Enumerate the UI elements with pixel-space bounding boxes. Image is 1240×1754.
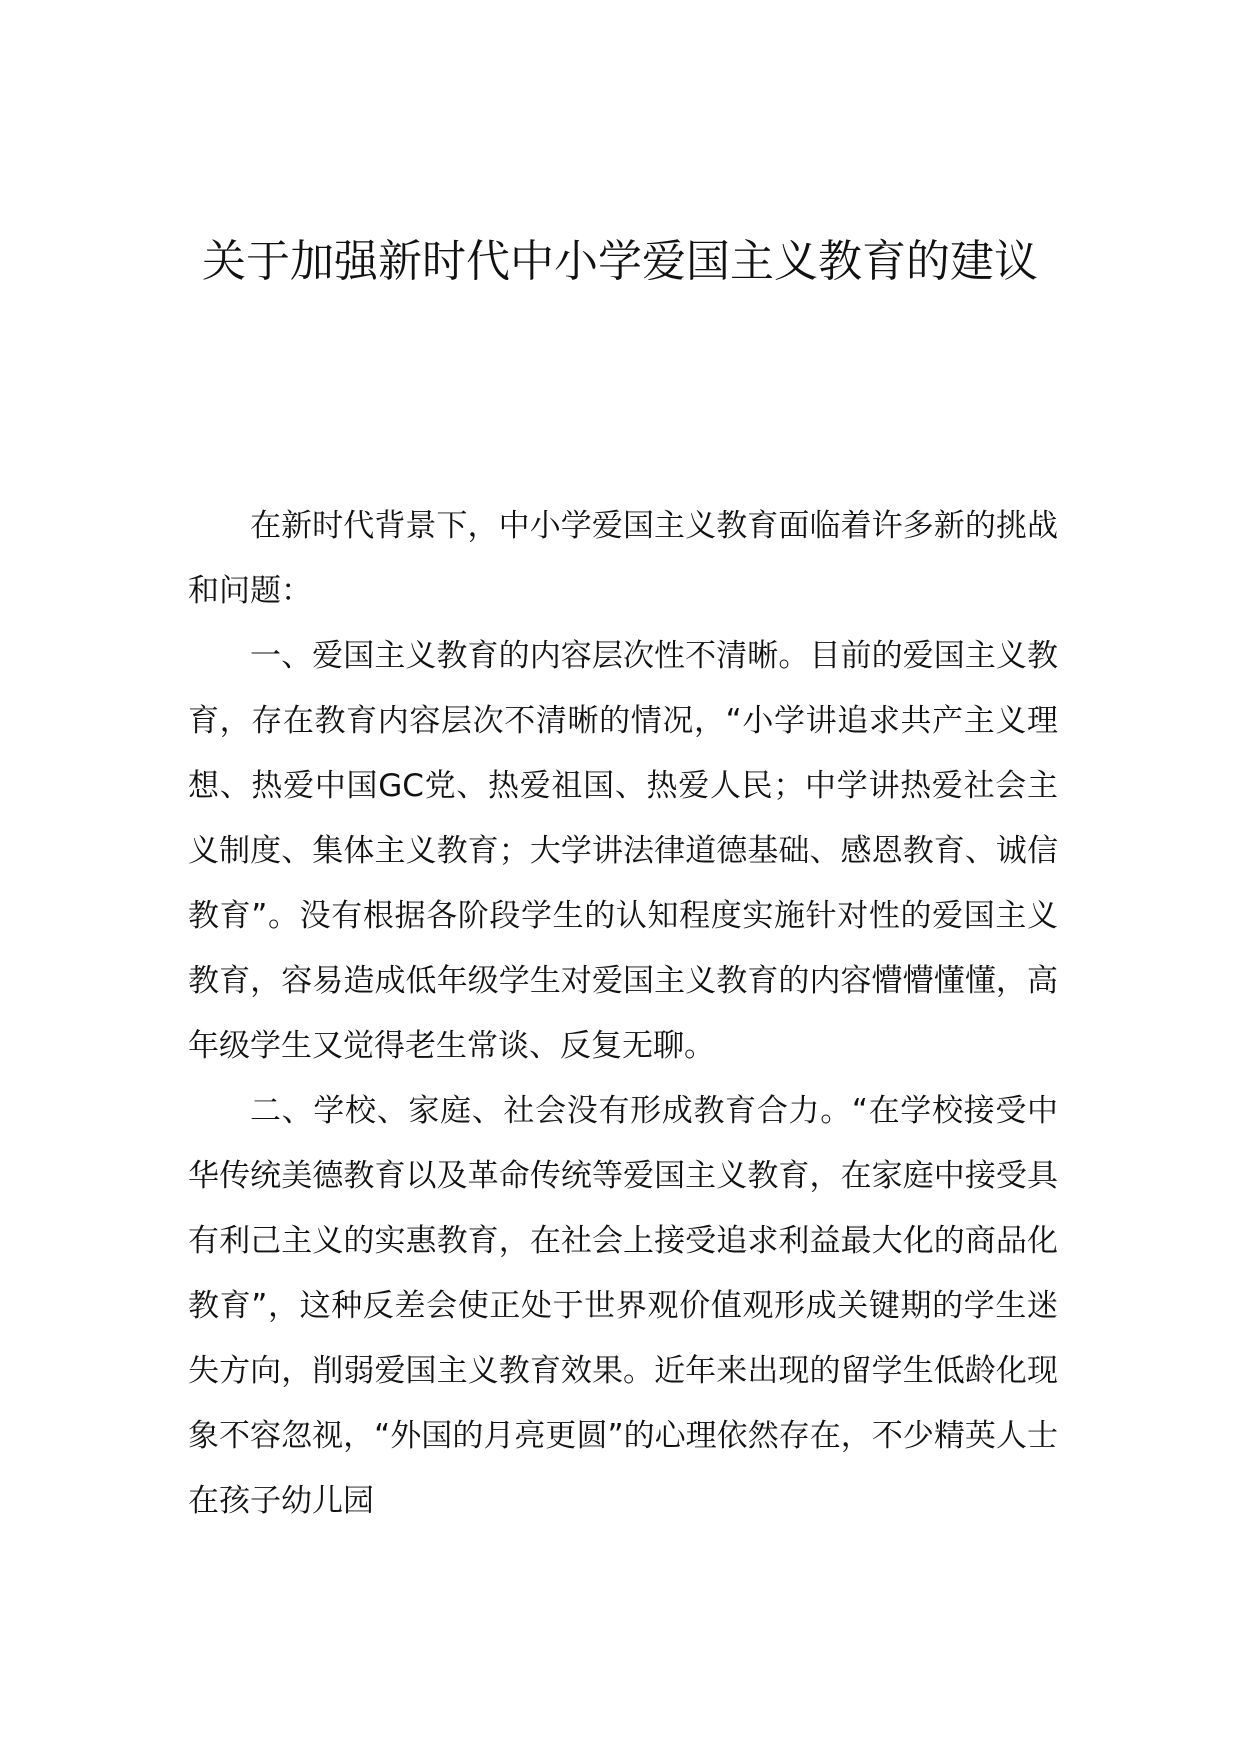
- document-body: [188, 494, 1058, 1534]
- paragraph-point-one: 一、爱国主义教育的内容层次性不清晰。目前的爱国主义教育，存在教育内容层次不清晰的情况，“小学讲追求共产主义理想、热爱中国GC党、热爱祖国、热爱人民；中学讲热爱社会主义制度、集体主义教育；大学讲法律道德基础、感恩教育、诚信教育”。没有根据各阶段学生的认知程度实施针对性的爱国主义教育，容易造成低年级学生对爱国主义教育的内容懵懵懂懂，高年级学生又觉得老生常谈、反复无聊。: [188, 638, 1058, 1064]
- paragraph-point-two: 二、学校、家庭、社会没有形成教育合力。“在学校接受中华传统美德教育以及革命传统等爱国主义教育，在家庭中接受具有利己主义的实惠教育，在社会上接受追求利益最大化的商品化教育”，这种反差会使正处于世界观价值观形成关键期的学生迷失方向，削弱爱国主义教育效果。近年来出现的留学生低龄化现象不容忽视，“外国的月亮更圆”的心理依然存在，不少精英人士在孩子幼儿园: [188, 1093, 1058, 1519]
- document-title: 关于加强新时代中小学爱国主义教育的建议: [202, 236, 1038, 287]
- paragraph-intro: 在新时代背景下，中小学爱国主义教育面临着许多新的挑战和问题：: [188, 508, 1058, 609]
